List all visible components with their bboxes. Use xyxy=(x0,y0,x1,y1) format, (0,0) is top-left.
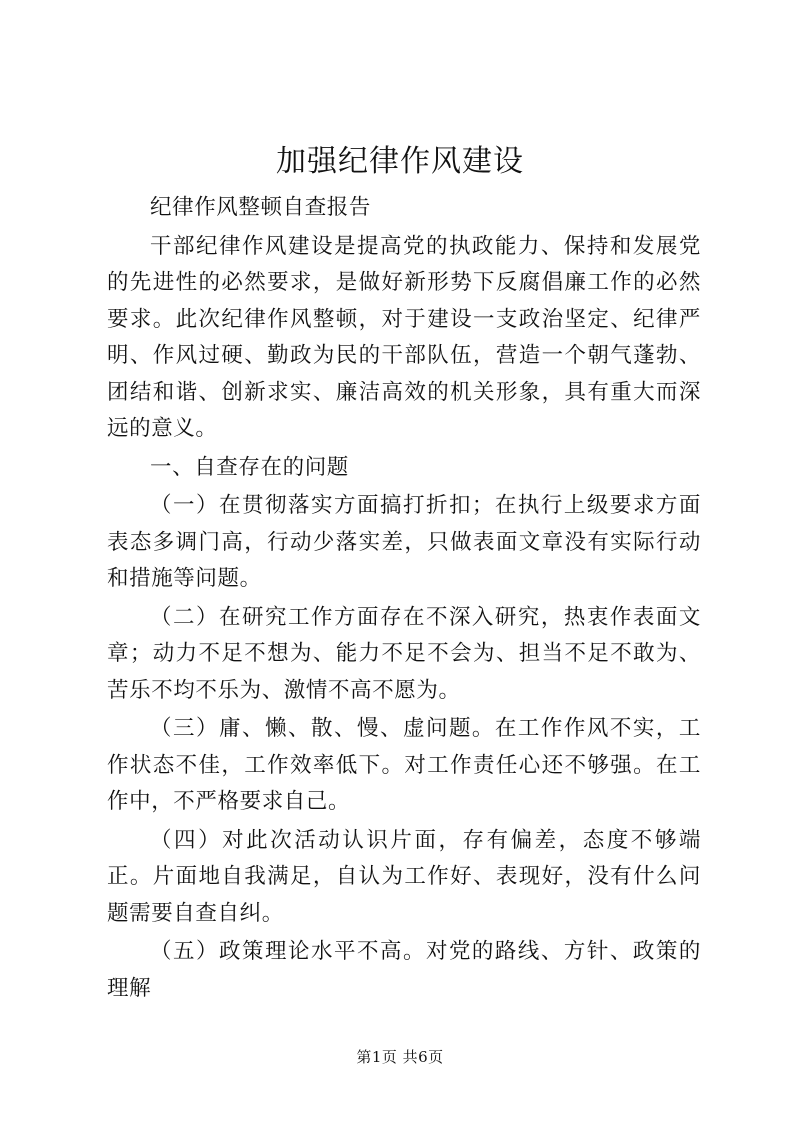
page-number-footer: 第1页 共6页 xyxy=(356,1048,444,1066)
paragraph-subtitle: 纪律作风整顿自查报告 xyxy=(150,195,372,220)
issue-item-4: （四）对此次活动认识片面，存有偏差，态度不够端正。片面地自我满足，自认为工作好、表现好，没有什么问题需要自查自纠。 xyxy=(107,827,701,926)
document-body xyxy=(107,190,701,1009)
issue-item-5: （五）政策理论水平不高。对党的路线、方针、政策的理解 xyxy=(107,939,701,1001)
issue-item-2: （二）在研究工作方面存在不深入研究，热衷作表面文章；动力不足不想为、能力不足不会为、担当不足不敢为、苦乐不均不乐为、激情不高不愿为。 xyxy=(107,604,701,703)
paragraph-intro: 干部纪律作风建设是提高党的执政能力、保持和发展党的先进性的必然要求，是做好新形势下反腐倡廉工作的必然要求。此次纪律作风整顿，对于建设一支政治坚定、纪律严明、作风过硬、勤政为民的干部队伍，营造一个朝气蓬勃、团结和谐、创新求实、廉洁高效的机关形象，具有重大而深远的意义。 xyxy=(107,233,701,441)
issue-item-1: （一）在贯彻落实方面搞打折扣；在执行上级要求方面表态多调门高，行动少落实差，只做表面文章没有实际行动和措施等问题。 xyxy=(107,493,701,591)
section-heading: 一、自查存在的问题 xyxy=(150,454,349,480)
issue-item-3: （三）庸、懒、散、慢、虚问题。在工作作风不实，工作状态不佳，工作效率低下。对工作责任心还不够强。在工作中，不严格要求自己。 xyxy=(107,716,701,814)
document-title: 加强纪律作风建设 xyxy=(276,144,524,179)
